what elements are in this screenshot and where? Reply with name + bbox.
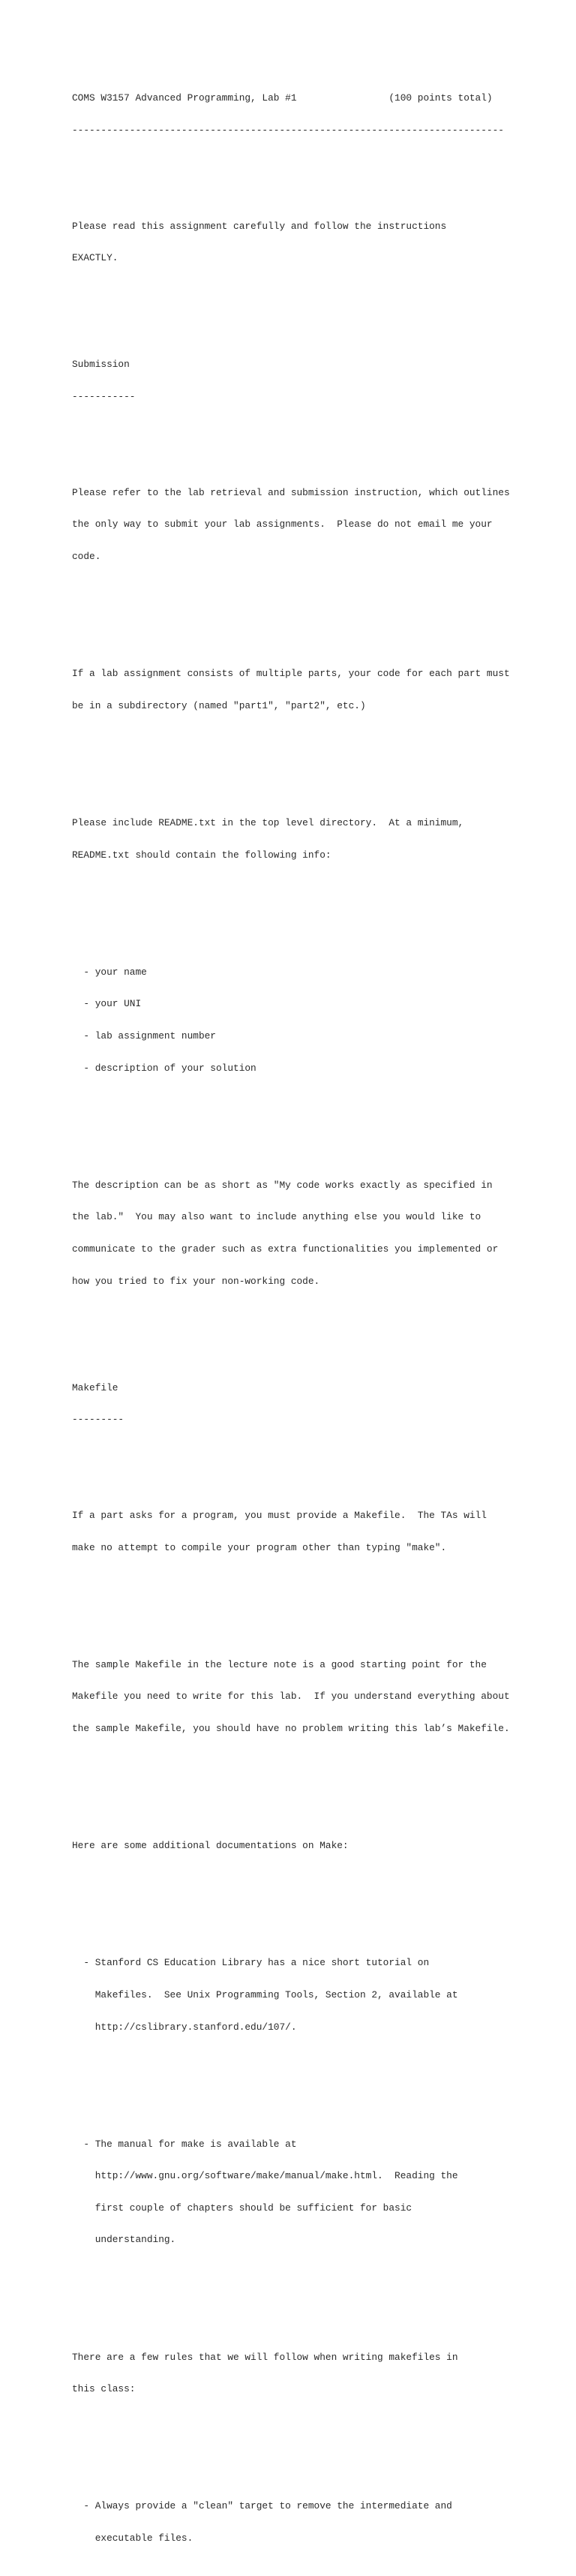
make-docs-item-gnu-manual xyxy=(72,2118,552,2267)
list-item-line: - Stanford CS Education Library has a nice short tutorial on xyxy=(72,1957,430,1969)
submission-paragraph-1 xyxy=(72,466,552,583)
intro-line: EXACTLY. xyxy=(72,252,118,264)
list-item-line: - The manual for make is available at xyxy=(72,2138,297,2150)
intro-paragraph xyxy=(72,200,552,285)
submission-paragraph-3 xyxy=(72,797,552,882)
list-item: - description of your solution xyxy=(72,1062,256,1074)
paragraph-line: The sample Makefile in the lecture note is a good starting point for the xyxy=(72,1658,487,1670)
paragraph-line: communicate to the grader such as extra functionalities you implemented or xyxy=(72,1243,499,1255)
makefile-paragraph-2 xyxy=(72,1638,552,1755)
paragraph-line: If a lab assignment consists of multiple parts, your code for each part must xyxy=(72,668,510,680)
list-item: - your UNI xyxy=(72,998,142,1010)
makefile-paragraph-1 xyxy=(72,1489,552,1575)
list-item-line: Makefiles. See Unix Programming Tools, Section 2, available at xyxy=(72,1988,458,2000)
makefile-paragraph-3 xyxy=(72,1820,552,1873)
paragraph-line: Makefile you need to write for this lab. If you understand everything about xyxy=(72,1691,510,1703)
make-docs-item-stanford xyxy=(72,1937,552,2054)
list-item: - lab assignment number xyxy=(72,1029,216,1042)
paragraph-line: be in a subdirectory (named "part1", "part2", etc.) xyxy=(72,699,366,711)
lab-document xyxy=(72,72,552,2576)
paragraph-line: the sample Makefile, you should have no problem writing this lab’s Makefile. xyxy=(72,1722,510,1734)
makefile-heading-underline: --------- xyxy=(72,1414,124,1426)
paragraph-line: Here are some additional documentations on Make: xyxy=(72,1840,349,1852)
list-item-line: - Always provide a "clean" target to remove the intermediate and xyxy=(72,2500,452,2512)
makefile-rule-item-clean xyxy=(72,2480,552,2565)
paragraph-line: make no attempt to compile your program other than typing "make". xyxy=(72,1541,447,1553)
paragraph-line: If a part asks for a program, you must provide a Makefile. The TAs will xyxy=(72,1509,487,1521)
makefile-paragraph-4 xyxy=(72,2331,552,2416)
paragraph-line: README.txt should contain the following info: xyxy=(72,849,332,861)
paragraph-line: The description can be as short as "My code works exactly as specified in xyxy=(72,1179,493,1191)
list-item-line: executable files. xyxy=(72,2532,194,2544)
paragraph-line: There are a few rules that we will follow when writing makefiles in xyxy=(72,2351,458,2363)
paragraph-line: Please include README.txt in the top level directory. At a minimum, xyxy=(72,816,464,828)
readme-contents-list xyxy=(72,945,552,1095)
paragraph-line: the lab." You may also want to include anything else you would like to xyxy=(72,1211,482,1223)
list-item-line: http://www.gnu.org/software/make/manual/make.html. Reading the xyxy=(72,2170,458,2182)
submission-heading-underline: ----------- xyxy=(72,390,136,402)
paragraph-line: the only way to submit your lab assignments. Please do not email me your xyxy=(72,519,493,531)
list-item: - your name xyxy=(72,966,147,978)
submission-paragraph-2 xyxy=(72,648,552,733)
list-item-line: first couple of chapters should be sufficient for basic xyxy=(72,2202,412,2214)
makefile-heading: Makefile xyxy=(72,1381,118,1393)
intro-line: Please read this assignment carefully and follow the instructions xyxy=(72,220,447,232)
paragraph-line: this class: xyxy=(72,2383,136,2395)
paragraph-line: code. xyxy=(72,550,101,562)
title-rule: --------------------------------------------------------------------------- xyxy=(72,125,504,136)
submission-paragraph-4 xyxy=(72,1159,552,1308)
list-item-line: understanding. xyxy=(72,2234,176,2246)
paragraph-line: how you tried to fix your non-working code. xyxy=(72,1275,320,1287)
paragraph-line: Please refer to the lab retrieval and submission instruction, which outlines xyxy=(72,486,510,498)
list-item-line: http://cslibrary.stanford.edu/107/. xyxy=(72,2021,297,2033)
document-title: COMS W3157 Advanced Programming, Lab #1 (100 points total) xyxy=(72,92,493,104)
submission-heading: Submission xyxy=(72,359,130,371)
